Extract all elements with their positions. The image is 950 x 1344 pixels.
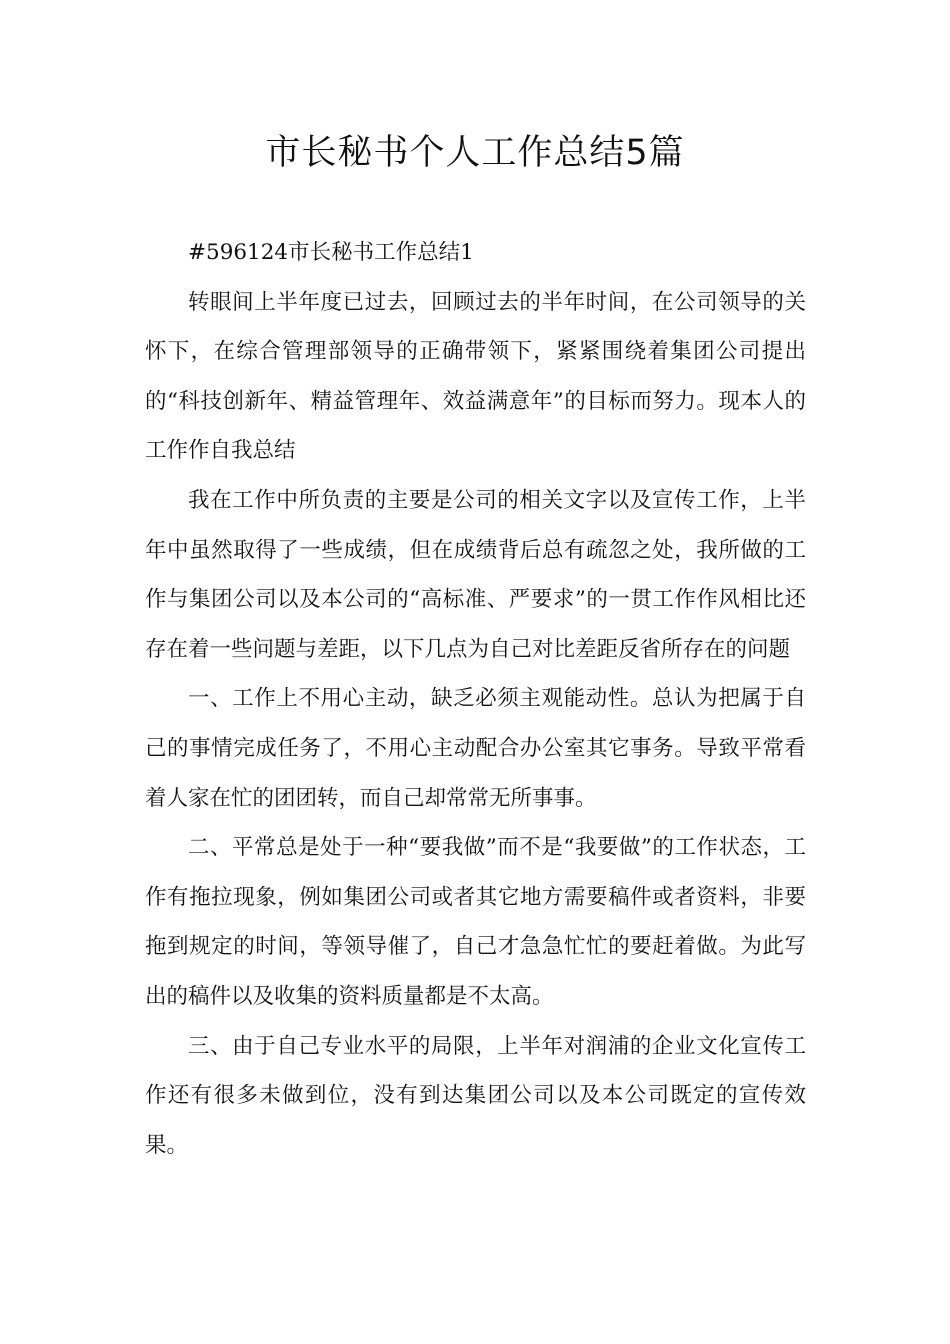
paragraph-problem-3: 三、由于自己专业水平的局限，上半年对润浦的企业文化宣传工作还有很多未做到位，没有到达集团公司以及本公司既定的宣传效果。 [145,1033,806,1158]
document-body [145,228,806,1170]
paragraph-intro: 转眼间上半年度已过去，回顾过去的半年时间，在公司领导的关怀下，在综合管理部领导的正确带领下，紧紧围绕着集团公司提出的“科技创新年、精益管理年、效益满意年”的目标而努力。现本人的工作作自我总结 [145,289,806,464]
section-heading: #596124市长秘书工作总结1 [188,240,474,265]
document-title: 市长秘书个人工作总结5篇 [265,133,685,173]
paragraph-problem-2: 二、平常总是处于一种“要我做”而不是“我要做”的工作状态，工作有拖拉现象，例如集团公司或者其它地方需要稿件或者资料，非要拖到规定的时间，等领导催了，自己才急急忙忙的要赶着做。为此写出的稿件以及收集的资料质量都是不太高。 [145,835,806,1009]
paragraph-responsibilities: 我在工作中所负责的主要是公司的相关文字以及宣传工作，上半年中虽然取得了一些成绩，但在成绩背后总有疏忽之处，我所做的工作与集团公司以及本公司的“高标准、严要求”的一贯工作作风相比还存在着一些问题与差距，以下几点为自己对比差距反省所存在的问题 [145,487,806,662]
paragraph-problem-1: 一、工作上不用心主动，缺乏必须主观能动性。总认为把属于自己的事情完成任务了，不用心主动配合办公室其它事务。导致平常看着人家在忙的团团转，而自己却常常无所事事。 [145,686,806,811]
